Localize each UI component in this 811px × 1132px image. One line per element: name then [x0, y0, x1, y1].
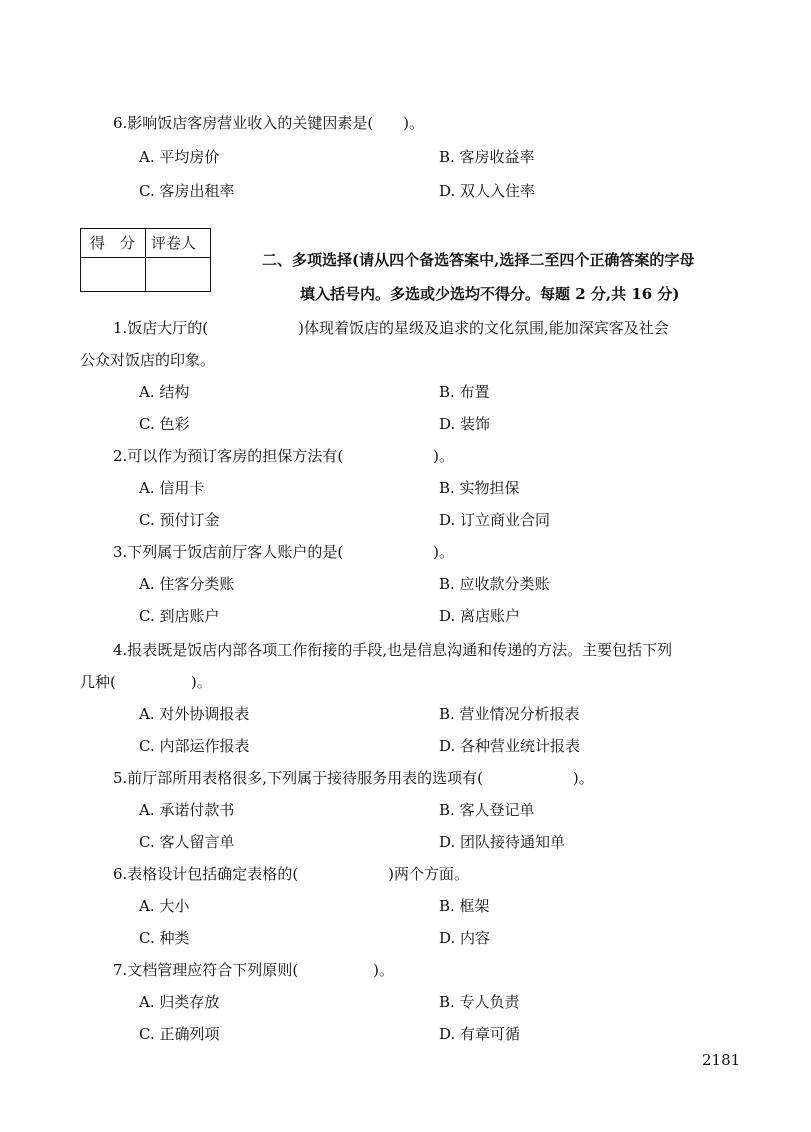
- option-a: A. 承诺付款书: [139, 801, 235, 819]
- question-2-stem: 2.可以作为预订客房的担保方法有( )。: [113, 447, 455, 465]
- question-4-stem: 4.报表既是饭店内部各项工作衔接的手段,也是信息沟通和传递的方法。主要包括下列: [113, 641, 673, 659]
- option-c: C. 内部运作报表: [139, 737, 250, 755]
- option-c: C. 预付订金: [139, 511, 220, 529]
- option-b: B. 客房收益率: [439, 148, 535, 166]
- option-b: B. 专人负责: [439, 993, 520, 1011]
- option-c: C. 正确列项: [139, 1025, 220, 1043]
- question-1-stem: 1.饭店大厅的( )体现着饭店的星级及追求的文化氛围,能加深宾客及社会: [113, 319, 669, 337]
- question-5-stem: 5.前厅部所用表格很多,下列属于接待服务用表的选项有( )。: [113, 769, 594, 787]
- score-table: [80, 228, 211, 292]
- question-1-cont: 公众对饭店的印象。: [80, 351, 216, 369]
- option-a: A. 大小: [139, 897, 190, 915]
- page-number: 2181: [702, 1051, 741, 1069]
- option-c: C. 客房出租率: [139, 182, 235, 200]
- option-d: D. 双人入住率: [439, 182, 536, 200]
- option-c: C. 色彩: [139, 415, 190, 433]
- option-b: B. 布置: [439, 383, 490, 401]
- option-c: C. 到店账户: [139, 607, 220, 625]
- option-a: A. 平均房价: [139, 148, 220, 166]
- question-7-stem: 7.文档管理应符合下列原则( )。: [113, 961, 395, 979]
- option-d: D. 装饰: [439, 415, 491, 433]
- option-d: D. 各种营业统计报表: [439, 737, 581, 755]
- section-title-line2: 填入括号内。多选或少选均不得分。每题 2 分,共 16 分): [300, 285, 680, 303]
- section-title-line1: 二、多项选择(请从四个备选答案中,选择二至四个正确答案的字母: [262, 251, 695, 269]
- question-6-prev-stem: 6.影响饭店客房营业收入的关键因素是( )。: [113, 114, 425, 132]
- option-a: A. 信用卡: [139, 479, 205, 497]
- option-d: D. 订立商业合同: [439, 511, 551, 529]
- option-b: B. 应收款分类账: [439, 575, 550, 593]
- score-header: 得 分: [90, 234, 136, 252]
- question-4-cont: 几种( )。: [80, 673, 212, 691]
- option-c: C. 种类: [139, 929, 190, 947]
- question-6-stem: 6.表格设计包括确定表格的( )两个方面。: [113, 865, 470, 883]
- option-d: D. 团队接待通知单: [439, 833, 566, 851]
- option-d: D. 有章可循: [439, 1025, 521, 1043]
- option-d: D. 内容: [439, 929, 491, 947]
- option-c: C. 客人留言单: [139, 833, 235, 851]
- grader-header: 评卷人: [151, 234, 197, 252]
- option-b: B. 实物担保: [439, 479, 520, 497]
- option-b: B. 营业情况分析报表: [439, 705, 580, 723]
- option-b: B. 框架: [439, 897, 490, 915]
- option-a: A. 住客分类账: [139, 575, 235, 593]
- option-a: A. 对外协调报表: [139, 705, 250, 723]
- option-a: A. 归类存放: [139, 993, 220, 1011]
- question-3-stem: 3.下列属于饭店前厅客人账户的是( )。: [113, 543, 455, 561]
- option-d: D. 离店账户: [439, 607, 521, 625]
- option-b: B. 客人登记单: [439, 801, 535, 819]
- option-a: A. 结构: [139, 383, 190, 401]
